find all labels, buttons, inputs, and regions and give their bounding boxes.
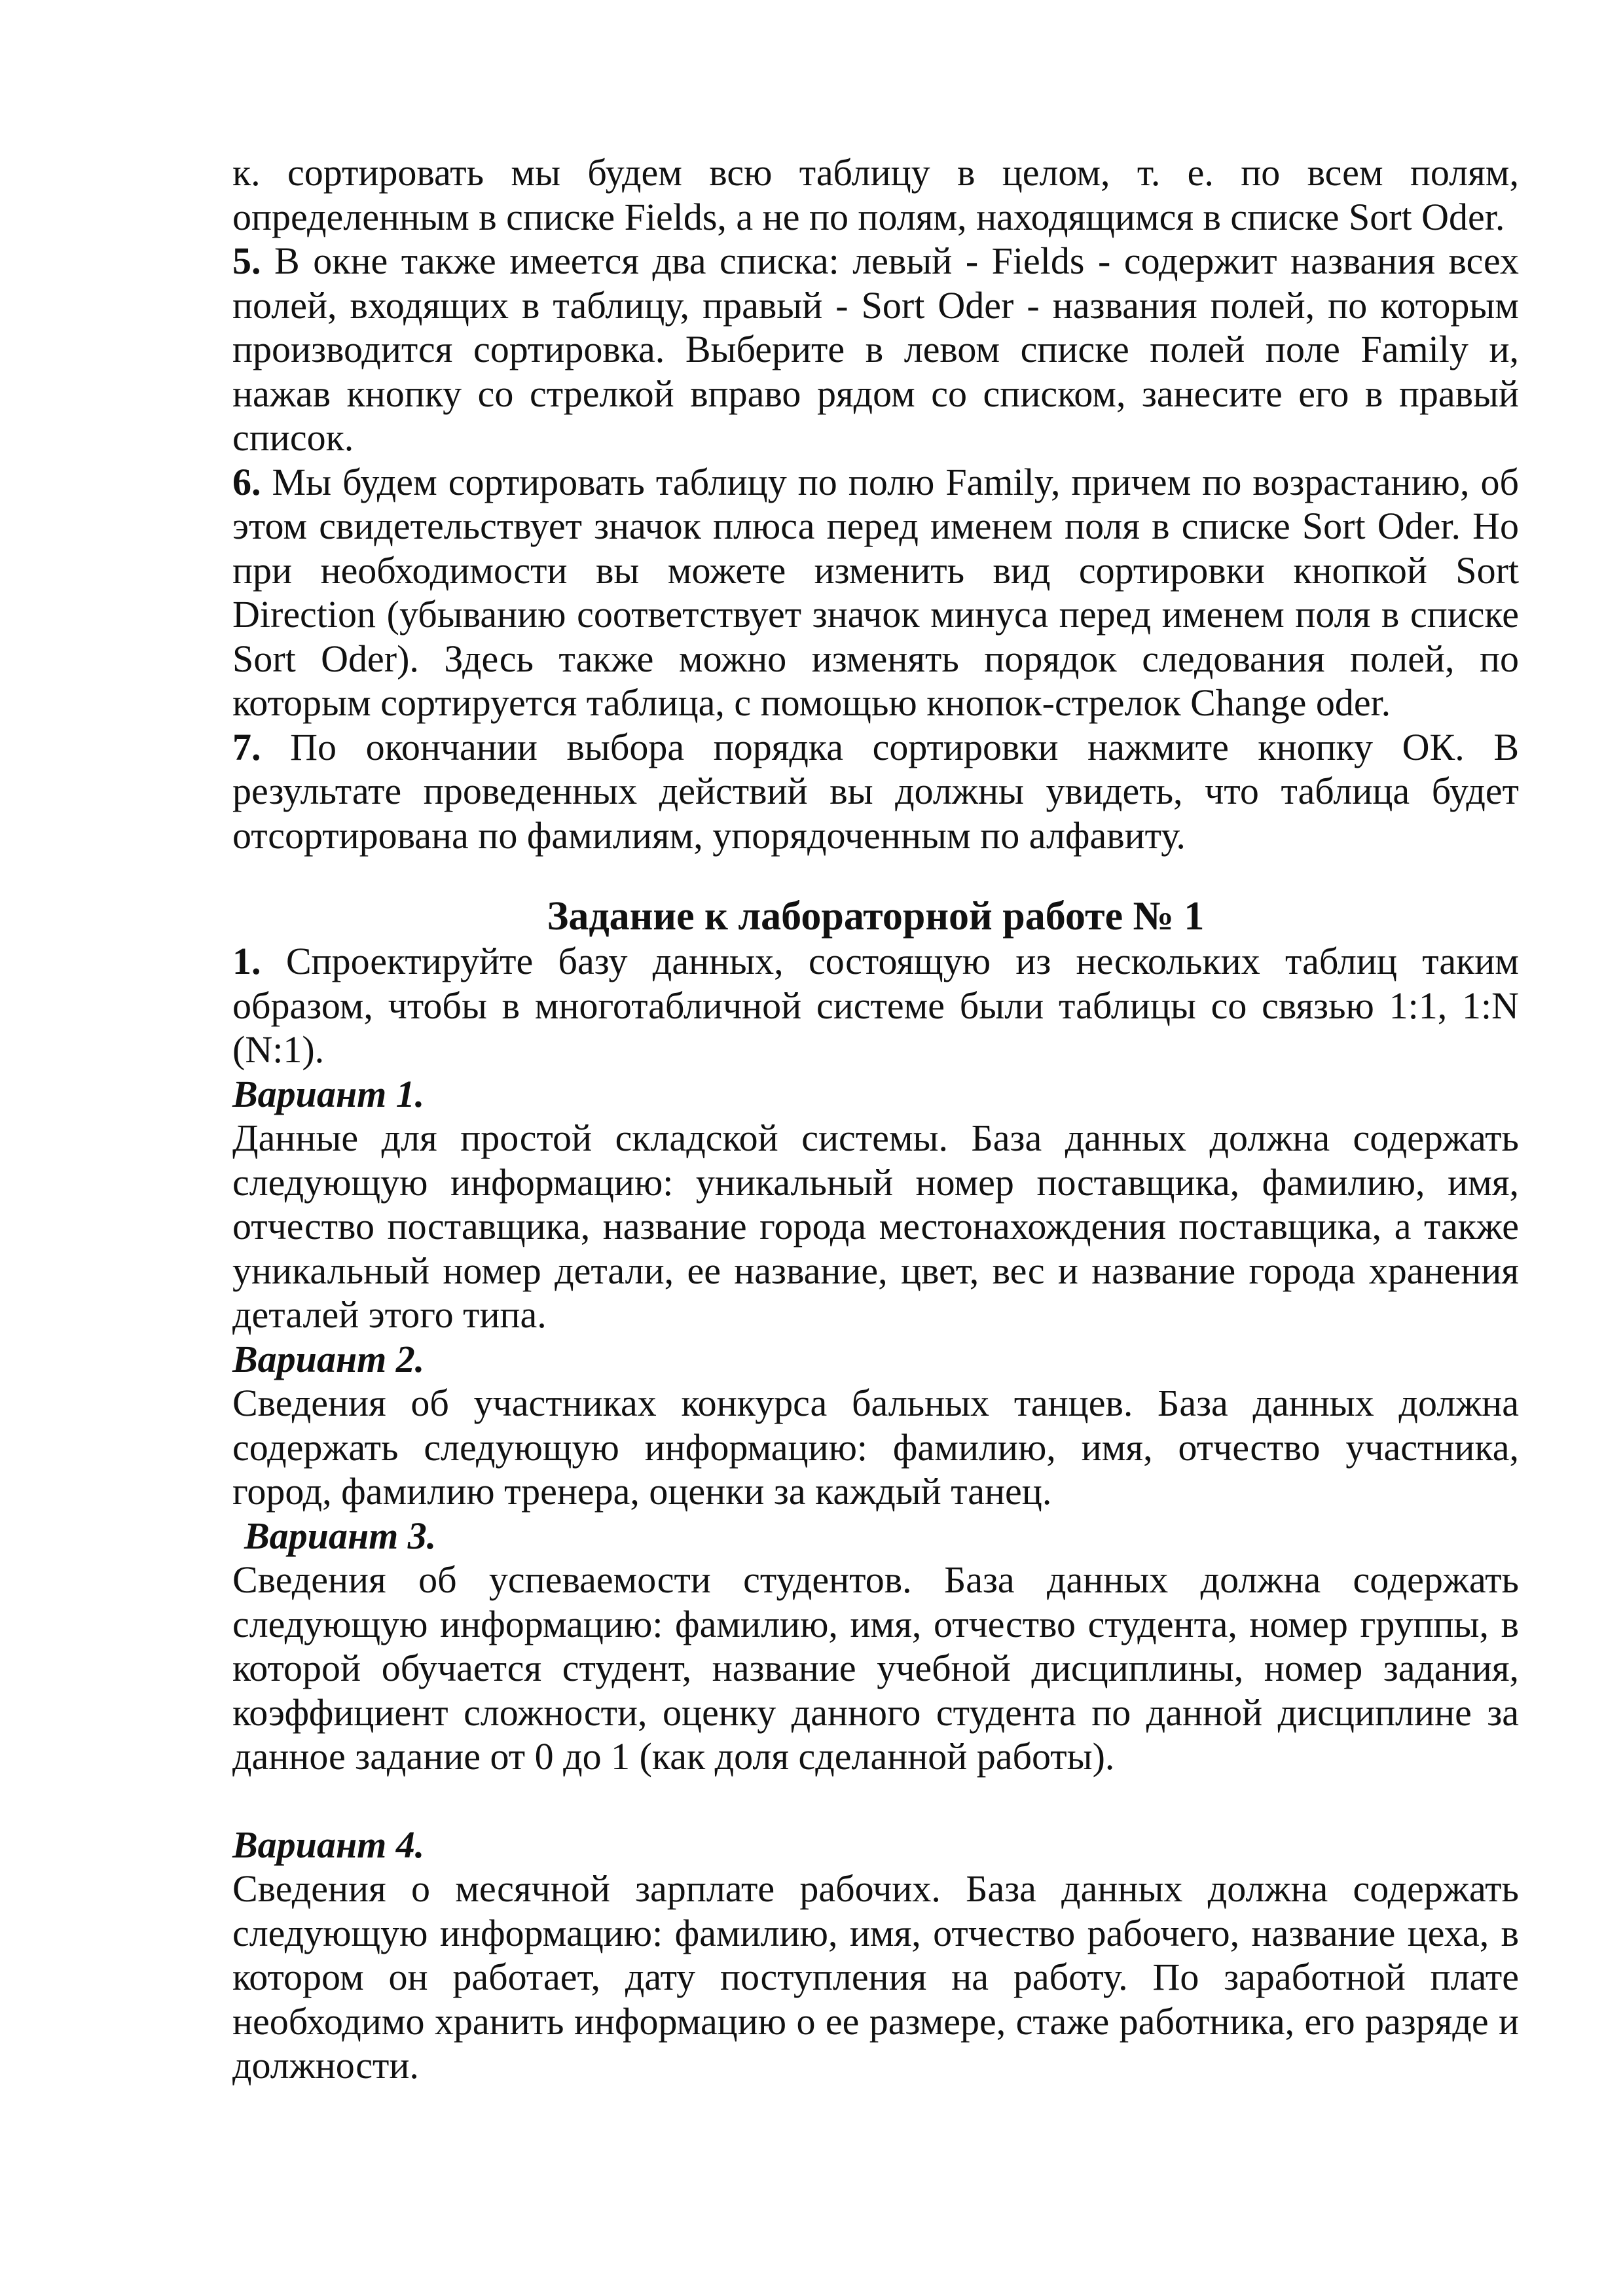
step-number: 6.	[232, 460, 261, 503]
blank-line	[232, 1779, 1519, 1823]
paragraph-step-7	[232, 725, 1519, 858]
variant-3-title: Вариант 3.	[244, 1514, 437, 1557]
document-page	[232, 151, 1519, 2088]
variant-2-title: Вариант 2.	[232, 1337, 425, 1380]
variant-4-text: Сведения о месячной зарплате рабочих. База данных должна содержать следующую информацию: фамилию, имя, отчество рабочего, название цеха, в котором он работает, дату поступления на работу. По заработной плате необходимо хранить информацию о ее размере, стаже работника, его разряде и должности.	[232, 1867, 1519, 2087]
paragraph-step-6	[232, 460, 1519, 725]
paragraph-text: В окне также имеется два списка: левый - Fields - содержит названия всех полей, входящих в таблицу, правый - Sort Oder - названия полей, по которым производится сортировка. Выберите в левом списке полей поле Family и, нажав кнопку со стрелкой вправо рядом со списком, занесите его в правый список.	[232, 240, 1520, 459]
step-number: 7.	[232, 725, 261, 768]
paragraph-text: Спроектируйте базу данных, состоящую из нескольких таблиц таким образом, чтобы в многотабличной системе были таблицы со связью 1:1, 1:N (N:1).	[232, 940, 1519, 1071]
paragraph-text: к. сортировать мы будем всю таблицу в целом, т. е. по всем полям, определенным в списке Fields, а не по полям, находящимся в списке Sort Oder.	[232, 151, 1519, 238]
step-number: 1.	[232, 940, 261, 982]
variant-1-text: Данные для простой складской системы. База данных должна содержать следующую информацию: уникальный номер поставщика, фамилию, имя, отчество поставщика, название города местонахождения поставщика, а также уникальный номер детали, ее название, цвет, вес и название города хранения деталей этого типа.	[232, 1117, 1519, 1336]
variant-1-title: Вариант 1.	[232, 1072, 425, 1115]
paragraph-text: По окончании выбора порядка сортировки нажмите кнопку ОК. В результате проведенных действий вы должны увидеть, что таблица будет отсортирована по фамилиям, упорядоченным по алфавиту.	[232, 725, 1520, 857]
paragraph-text: Мы будем сортировать таблицу по полю Family, причем по возрастанию, об этом свидетельствует значок плюса перед именем поля в списке Sort Oder. Но при необходимости вы можете изменить вид сортировки кнопкой Sort Direction (убыванию соответствует значок минуса перед именем поля в списке Sort Oder). Здесь также можно изменять порядок следования полей, по которым сортируется таблица, с помощью кнопок-стрелок Change oder.	[232, 460, 1519, 724]
assignment-heading: Задание к лабораторной работе № 1	[547, 894, 1205, 939]
variant-3-text: Сведения об успеваемости студентов. База данных должна содержать следующую информацию: фамилию, имя, отчество студента, номер группы, в которой обучается студент, название учебной дисциплины, номер задания, коэффициент сложности, оценку данного студента по данной дисциплине за данное задание от 0 до 1 (как доля сделанной работы).	[232, 1558, 1519, 1778]
variant-4-title: Вариант 4.	[232, 1823, 425, 1866]
variant-2-text: Сведения об участниках конкурса бальных танцев. База данных должна содержать следующую информацию: фамилию, имя, отчество участника, город, фамилию тренера, оценки за каждый танец.	[232, 1382, 1519, 1513]
paragraph-step-5	[232, 239, 1519, 460]
step-number: 5.	[232, 240, 261, 282]
paragraph-continued	[232, 151, 1519, 239]
assignment-item-1	[232, 939, 1519, 1072]
